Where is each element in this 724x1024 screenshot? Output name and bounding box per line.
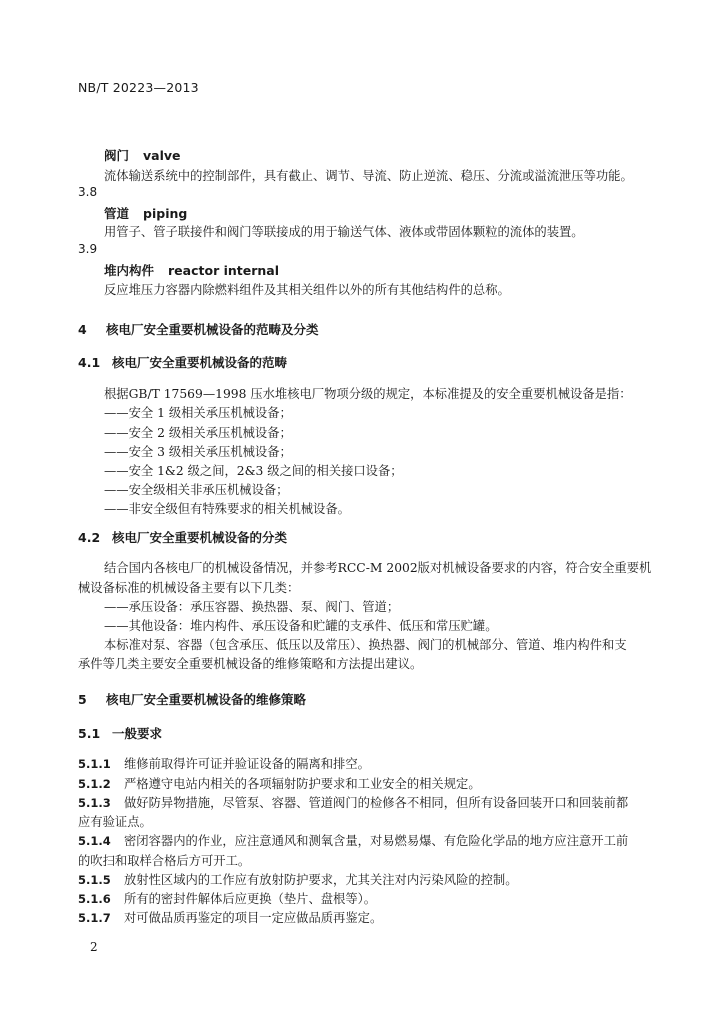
list-item: ——安全 3 级相关承压机械设备； bbox=[104, 445, 292, 459]
section-title: 核电厂安全重要机械设备的范畴 bbox=[112, 355, 288, 370]
term-definition: 用管子、管子联接件和阀门等联接成的用于输送气体、液体或带固体颗粒的流体的装置。 bbox=[104, 225, 584, 239]
list-item: ——安全 1 级相关承压机械设备； bbox=[104, 406, 292, 420]
paragraph-line: 结合国内各核电厂的机械设备情况，并参考RCC-M 2002版对机械设备要求的内容，符合安全重要机 bbox=[104, 561, 652, 575]
section-heading-5 bbox=[78, 690, 306, 708]
term-title-reactor-internal bbox=[104, 261, 279, 279]
clause-number: 3.8 bbox=[78, 185, 98, 199]
standard-code-header: NB/T 20223—2013 bbox=[78, 80, 199, 95]
clause-number: 5.1.1 bbox=[78, 757, 111, 771]
term-title-valve bbox=[104, 146, 181, 164]
section-number: 4.2 bbox=[78, 530, 101, 545]
clause-text: 密闭容器内的作业，应注意通风和测氧含量，对易燃易爆、有危险化学品的地方应注意开工前 bbox=[124, 834, 629, 848]
term-title-piping bbox=[104, 204, 187, 222]
term-zh: 阀门 bbox=[104, 148, 130, 163]
clause-5-1-4 bbox=[78, 831, 628, 849]
section-heading-4-1 bbox=[78, 353, 287, 371]
clause-5-1-2 bbox=[78, 774, 481, 792]
clause-text: 对可做品质再鉴定的项目一定应做品质再鉴定。 bbox=[124, 911, 383, 925]
paragraph-line: 械设备标准的机械设备主要有以下几类： bbox=[78, 581, 300, 595]
list-item: ——非安全级但有特殊要求的相关机械设备。 bbox=[104, 502, 350, 516]
section-title: 核电厂安全重要机械设备的分类 bbox=[112, 530, 288, 545]
term-en: valve bbox=[143, 148, 181, 163]
term-en: piping bbox=[143, 206, 188, 221]
section-title: 一般要求 bbox=[112, 726, 163, 741]
clause-text: 严格遵守电站内相关的各项辐射防护要求和工业安全的相关规定。 bbox=[124, 777, 481, 791]
clause-5-1-5 bbox=[78, 870, 518, 888]
clause-number: 5.1.7 bbox=[78, 911, 111, 925]
list-item: ——承压设备：承压容器、换热器、泵、阀门、管道； bbox=[104, 600, 400, 614]
clause-text: 做好防异物措施，尽管泵、容器、管道阀门的检修各不相同，但所有设备回装开口和回装前都 bbox=[124, 796, 629, 810]
clause-number: 5.1.2 bbox=[78, 777, 111, 791]
list-item: ——安全级相关非承压机械设备； bbox=[104, 483, 289, 497]
clause-5-1-3 bbox=[78, 793, 628, 811]
clause-text-continued: 应有验证点。 bbox=[78, 815, 152, 829]
page-number: 2 bbox=[90, 940, 98, 954]
clause-text: 放射性区域内的工作应有放射防护要求，尤其关注对内污染风险的控制。 bbox=[124, 873, 518, 887]
clause-text-continued: 的吹扫和取样合格后方可开工。 bbox=[78, 854, 251, 868]
clause-text: 维修前取得许可证并验证设备的隔离和排空。 bbox=[124, 757, 370, 771]
term-en: reactor internal bbox=[168, 263, 280, 278]
section-title: 核电厂安全重要机械设备的维修策略 bbox=[106, 692, 307, 707]
clause-number: 5.1.4 bbox=[78, 834, 111, 848]
section-number: 4.1 bbox=[78, 355, 101, 370]
list-item: ——其他设备：堆内构件、承压设备和贮罐的支承件、低压和常压贮罐。 bbox=[104, 619, 498, 633]
clause-number: 3.9 bbox=[78, 242, 98, 256]
section-heading-4 bbox=[78, 320, 319, 338]
clause-text: 所有的密封件解体后应更换（垫片、盘根等）。 bbox=[124, 892, 377, 906]
clause-number: 5.1.6 bbox=[78, 892, 111, 906]
paragraph-line: 本标准对泵、容器（包含承压、低压以及常压）、换热器、阀门的机械部分、管道、堆内构件和支 bbox=[104, 638, 627, 652]
paragraph: 根据GB/T 17569—1998 压水堆核电厂物项分级的规定，本标准提及的安全重要机械设备是指： bbox=[104, 387, 632, 401]
list-item: ——安全 1&2 级之间，2&3 级之间的相关接口设备； bbox=[104, 464, 403, 478]
clause-5-1-1 bbox=[78, 754, 370, 772]
term-definition: 反应堆压力容器内除燃料组件及其相关组件以外的所有其他结构件的总称。 bbox=[104, 283, 510, 297]
term-definition: 流体输送系统中的控制部件，具有截止、调节、导流、防止逆流、稳压、分流或溢流泄压等功能。 bbox=[104, 169, 633, 183]
paragraph-line: 承件等几类主要安全重要机械设备的维修策略和方法提出建议。 bbox=[78, 657, 423, 671]
section-number: 5 bbox=[78, 692, 87, 707]
section-title: 核电厂安全重要机械设备的范畴及分类 bbox=[106, 322, 319, 337]
clause-number: 5.1.5 bbox=[78, 873, 111, 887]
clause-5-1-7 bbox=[78, 908, 382, 926]
section-number: 4 bbox=[78, 322, 87, 337]
term-zh: 管道 bbox=[104, 206, 130, 221]
term-zh: 堆内构件 bbox=[104, 263, 155, 278]
clause-number: 5.1.3 bbox=[78, 796, 111, 810]
section-heading-5-1 bbox=[78, 724, 162, 742]
section-number: 5.1 bbox=[78, 726, 101, 741]
section-heading-4-2 bbox=[78, 528, 287, 546]
list-item: ——安全 2 级相关承压机械设备； bbox=[104, 426, 292, 440]
clause-5-1-6 bbox=[78, 889, 376, 907]
